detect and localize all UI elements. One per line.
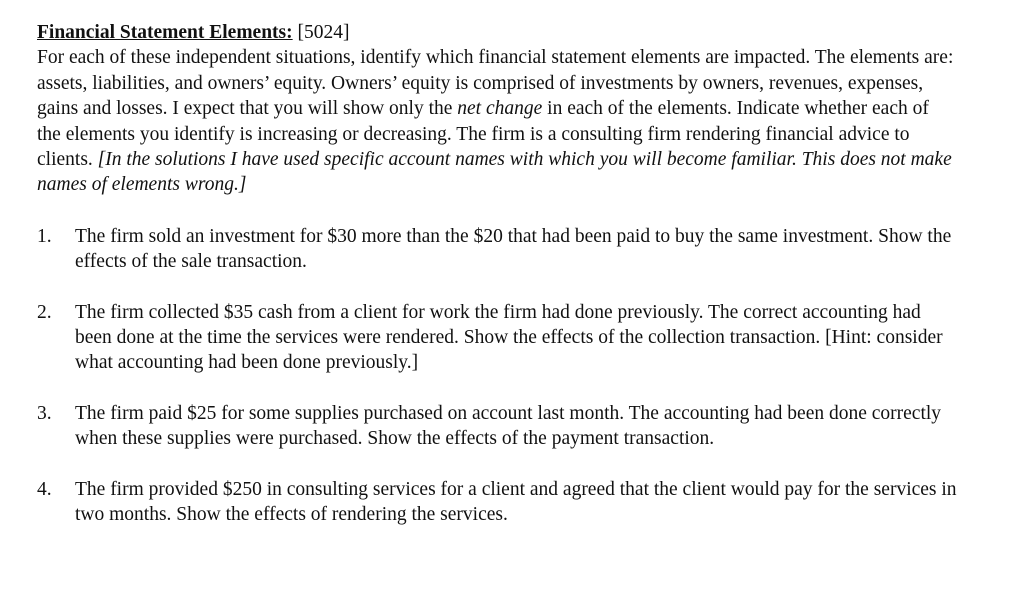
intro-note: [In the solutions I have used specific account names with which you will become familiar. This does not make names of elements wrong.] [37, 149, 952, 196]
intro-text-part1: For each of these independent situations, identify which financial statement elements are impacted. The elements are: assets, liabilities, and owners’ equity. Owners’ equity is comprised of investments by owners, revenues, expenses, gains and losses. I expect that you will show only the [37, 47, 954, 120]
question-text: The firm provided $250 in consulting services for a client and agreed that the client would pay for the services in two months. Show the effects of rendering the services. [75, 478, 957, 526]
question-number: 1. [37, 225, 52, 247]
question-text: The firm paid $25 for some supplies purchased on account last month. The accounting had been done correctly when these supplies were purchased. Show the effects of the payment transaction. [75, 402, 942, 450]
question-number: 4. [37, 478, 52, 500]
question-item [37, 300, 957, 376]
intro-text-part2: in each of the elements. Indicate whether each of the elements you identify is increasing or decreasing. The firm is a consulting firm rendering financial advice to clients. [37, 98, 929, 171]
question-number: 2. [37, 301, 52, 323]
document-code: [5024] [292, 22, 350, 43]
question-list [37, 224, 957, 528]
question-item [37, 224, 957, 275]
document-page [37, 20, 957, 553]
intro-emphasis: net change [457, 98, 543, 120]
question-text: The firm collected $35 cash from a client for work the firm had done previously. The correct accounting had been done at the time the services were rendered. Show the effects of the collection transaction. [Hint: consider what accounting had been done previously.] [75, 301, 943, 374]
question-number: 3. [37, 402, 52, 424]
question-item [37, 477, 957, 528]
question-text: The firm sold an investment for $30 more than the $20 that had been paid to buy the same investment. Show the effects of the sale transaction. [75, 225, 952, 273]
document-title: Financial Statement Elements: [37, 22, 293, 43]
intro-paragraph [37, 20, 957, 198]
question-item [37, 401, 957, 452]
